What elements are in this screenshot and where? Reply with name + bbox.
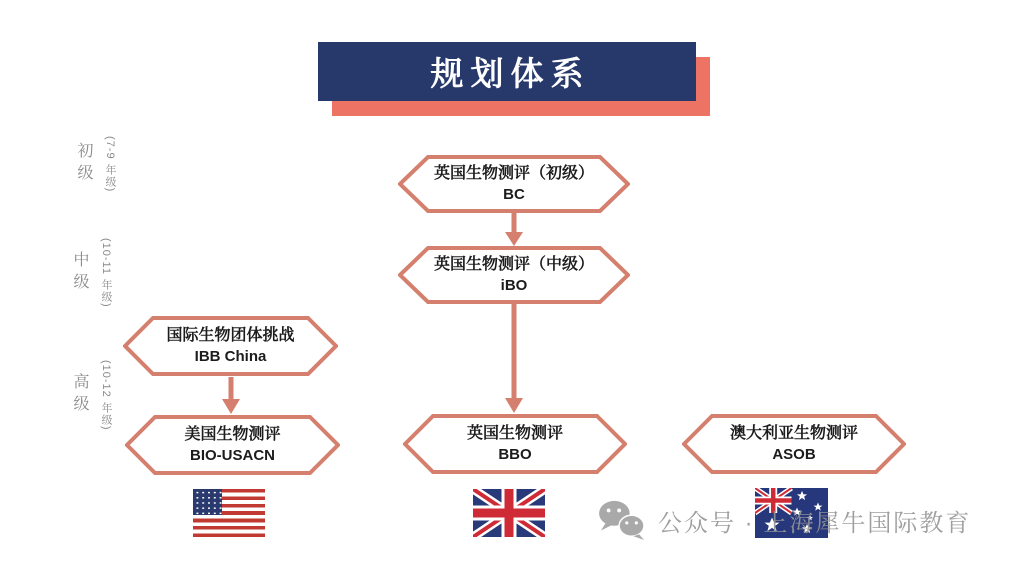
level-label-senior xyxy=(68,360,114,431)
node-title: 国际生物团体挑战 xyxy=(166,326,295,344)
node-bbo xyxy=(403,414,627,474)
node-title: 英国生物测评（初级） xyxy=(433,164,594,182)
level-label-middle xyxy=(68,238,114,308)
node-abbr: BIO-USACN xyxy=(190,446,275,464)
node-title: 英国生物测评 xyxy=(466,424,563,442)
node-abbr: BBO xyxy=(498,445,532,463)
node-title: 澳大利亚生物测评 xyxy=(729,424,858,442)
arrow-ibb-to-usacn xyxy=(221,377,241,414)
node-bio-usacn xyxy=(125,415,340,475)
watermark-text: 公众号 · 上海犀牛国际教育 xyxy=(658,509,972,537)
level-grades: (7-9 年级) xyxy=(104,136,116,193)
node-asob xyxy=(682,414,906,474)
us-flag xyxy=(193,489,265,537)
level-name: 中级 xyxy=(71,250,88,295)
node-title: 英国生物测评（中级） xyxy=(433,255,594,273)
title-banner xyxy=(318,42,696,101)
node-abbr: BC xyxy=(503,185,525,203)
node-title: 美国生物测评 xyxy=(184,425,281,443)
node-abbr: ASOB xyxy=(772,445,816,463)
level-grades: (10-11 年级) xyxy=(100,238,112,308)
node-abbr: iBO xyxy=(500,276,528,294)
watermark xyxy=(598,499,971,541)
arrow-ibo-to-bbo xyxy=(504,304,524,413)
level-label-junior xyxy=(72,136,118,192)
level-grades: (10-12 年级) xyxy=(100,360,112,431)
title-box xyxy=(318,42,696,101)
arrow-bc-to-ibo xyxy=(504,213,524,246)
us-flag-canton xyxy=(193,489,222,515)
node-ibo xyxy=(398,246,630,304)
wechat-icon xyxy=(598,499,646,541)
level-name: 初级 xyxy=(75,142,92,187)
node-ibb-china xyxy=(123,316,338,376)
level-name: 高级 xyxy=(71,373,88,418)
node-abbr: IBB China xyxy=(194,347,267,365)
page-title: 规划体系 xyxy=(430,55,591,92)
node-bc xyxy=(398,155,630,213)
uk-flag xyxy=(473,489,545,537)
